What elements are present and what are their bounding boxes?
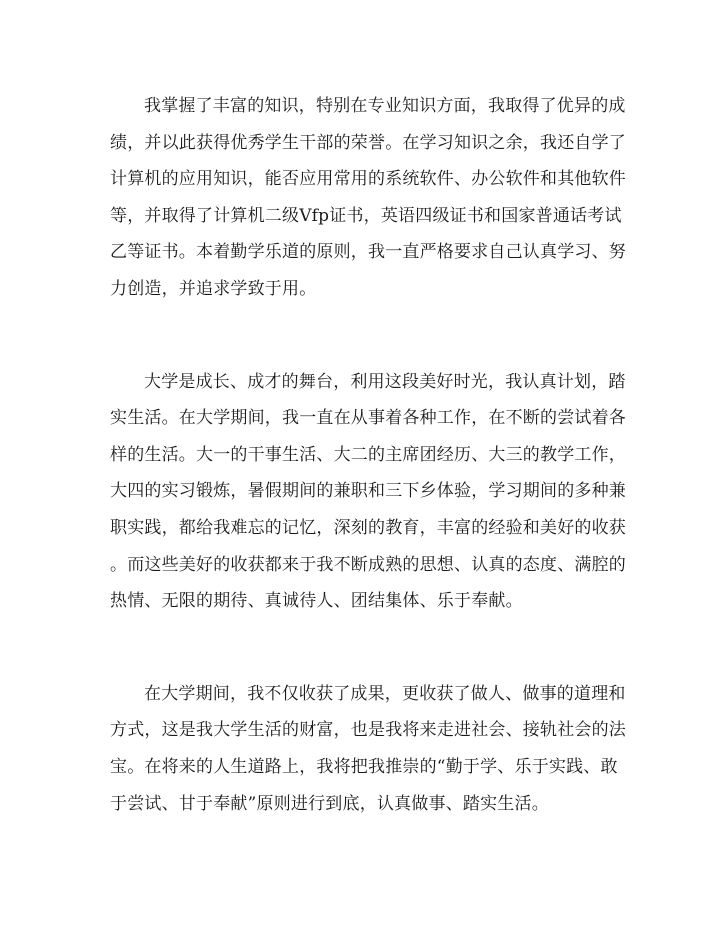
paragraph-gap	[110, 308, 604, 364]
text-line: 绩，并以此获得优秀学生干部的荣誉。在学习知识之余，我还自学了	[110, 132, 626, 153]
text-line: 热情、无限的期待、真诚待人、团结集体、乐于奉献。	[110, 591, 523, 612]
text-line: 等，并取得了计算机二级Vfp证书，英语四级证书和国家普通话考试	[110, 205, 622, 226]
text-line: 大四的实习锻炼，暑假期间的兼职和三下乡体验，学习期间的多种兼	[110, 481, 626, 502]
document-body	[110, 88, 626, 822]
text-line: 计算机的应用知识，能否应用常用的系统软件、办公软件和其他软件	[110, 169, 626, 190]
text-line: 乙等证书。本着勤学乐道的原则，我一直严格要求自己认真学习、努	[110, 242, 626, 263]
text-line: 宝。在将来的人生道路上，我将把我推崇的“勤于学、乐于实践、敢	[110, 756, 618, 777]
text-line: 方式，这是我大学生活的财富，也是我将来走进社会、接轨社会的法	[110, 720, 626, 741]
text-line: 力创造，并追求学致于用。	[110, 278, 317, 299]
text-line: 我掌握了丰富的知识，特别在专业知识方面，我取得了优异的成	[144, 96, 626, 116]
text-line: 。而这些美好的收获都来于我不断成熟的思想、认真的态度、满腔的	[110, 554, 626, 575]
paragraph-conclusion	[110, 676, 626, 822]
paragraph-university-life	[110, 364, 626, 620]
text-line: 实生活。在大学期间，我一直在从事着各种工作，在不断的尝试着各	[110, 408, 626, 429]
text-line: 在大学期间，我不仅收获了成果，更收获了做人、做事的道理和	[144, 683, 626, 704]
paragraph-knowledge	[110, 88, 626, 308]
text-line: 样的生活。大一的干事生活、大二的主席团经历、大三的教学工作，	[110, 444, 626, 465]
paragraph-gap	[110, 620, 604, 676]
text-line: 职实践，都给我难忘的记忆，深刻的教育，丰富的经验和美好的收获	[110, 517, 626, 538]
text-line: 大学是成长、成才的舞台，利用这段美好时光，我认真计划，踏	[144, 371, 626, 392]
text-line: 于尝试、甘于奉献”原则进行到底，认真做事、踏实生活。	[110, 793, 549, 814]
